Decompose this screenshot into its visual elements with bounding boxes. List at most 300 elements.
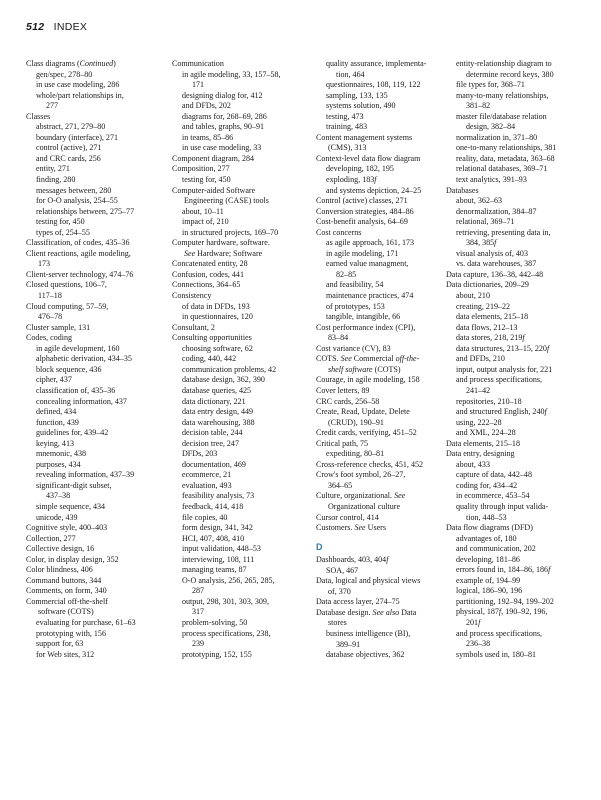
- entry-line: input validation, 448–53: [182, 544, 261, 554]
- entry-line: database design, 362, 390: [182, 375, 265, 385]
- entry-line: Data, logical and physical views: [316, 576, 421, 586]
- entry-line: Customers. See Users: [316, 523, 386, 533]
- index-subentry: [316, 175, 454, 186]
- index-subentry: [26, 481, 166, 502]
- entry-line: Data access layer, 274–75: [316, 597, 400, 607]
- index-subentry: [172, 449, 312, 460]
- entry-line: about, 210: [456, 291, 490, 301]
- entry-line: Cost performance index (CPI),: [316, 322, 416, 332]
- index-entry: [446, 449, 586, 460]
- header-title: INDEX: [53, 21, 88, 33]
- entry-line: Database design. See also Data: [316, 607, 417, 617]
- entry-line: Computer-aided Software: [172, 185, 256, 195]
- entry-line: and process specifications,: [456, 375, 543, 385]
- index-subentry: [172, 502, 312, 513]
- entry-line: data structures, 213–15, 220f: [456, 343, 550, 353]
- entry-line: as agile approach, 161, 173: [326, 238, 415, 248]
- index-subentry: [172, 143, 312, 154]
- index-subentry: [172, 439, 312, 450]
- entry-line: Courage, in agile modeling, 158: [316, 375, 420, 385]
- index-subentry: [446, 502, 586, 523]
- entry-line: and communication, 202: [456, 544, 536, 554]
- entry-line: Client reactions, agile modeling,: [26, 248, 131, 258]
- entry-line: entity-relationship diagram to: [456, 59, 552, 68]
- entry-line: 239: [192, 639, 205, 649]
- index-entry: [26, 249, 166, 270]
- entry-line: Cursor control, 414: [316, 512, 379, 522]
- index-subentry: [172, 428, 312, 439]
- index-subentry: [26, 449, 166, 460]
- entry-line: Confusion, codes, 441: [172, 269, 244, 279]
- entry-line: maintenance practices, 474: [326, 291, 414, 301]
- entry-line: data warehousing, 388: [182, 417, 255, 427]
- index-subentry: [446, 133, 586, 144]
- entry-line: tion, 464: [336, 69, 365, 79]
- entry-line: 82–85: [336, 269, 357, 279]
- index-subentry: [172, 470, 312, 481]
- index-subentry: [172, 365, 312, 376]
- entry-line: designing dialog for, 412: [182, 90, 263, 100]
- entry-line: gen/spec, 278–80: [36, 69, 93, 79]
- index-subentry: [172, 544, 312, 555]
- index-subentry: [446, 312, 586, 323]
- entry-line: physical, 187f, 190–92, 196,: [456, 607, 548, 617]
- entry-line: defined, 434: [36, 407, 77, 417]
- index-subentry: [446, 323, 586, 334]
- index-subentry: [172, 375, 312, 386]
- entry-line: shelf software (COTS): [328, 364, 401, 374]
- index-column-1: [26, 59, 166, 660]
- index-subentry: [316, 80, 454, 91]
- index-entry: [26, 565, 166, 576]
- index-subentry: [446, 555, 586, 566]
- index-entry: [316, 555, 454, 566]
- index-subentry: [172, 418, 312, 429]
- index-subentry: [446, 407, 586, 418]
- entry-line: relationships between, 275–77: [36, 206, 135, 216]
- index-subentry: [446, 481, 586, 492]
- entry-line: 236–38: [466, 639, 491, 649]
- index-subentry: [446, 175, 586, 186]
- index-subentry: [172, 175, 312, 186]
- entry-line: questionnaires, 108, 119, 122: [326, 80, 421, 90]
- index-entry: [26, 586, 166, 597]
- index-subentry: [316, 312, 454, 323]
- index-entry: [316, 386, 454, 397]
- index-subentry: [26, 407, 166, 418]
- entry-line: Data flow diagrams (DFD): [446, 523, 533, 533]
- index-subentry: [316, 101, 454, 112]
- index-subentry: [172, 597, 312, 618]
- index-subentry: [446, 333, 586, 344]
- entry-line: in agile modeling, 33, 157–58,: [182, 69, 281, 79]
- index-entry: [172, 59, 312, 70]
- entry-line: example of, 194–99: [456, 575, 521, 585]
- index-subentry: [446, 259, 586, 270]
- entry-line: in ecommerce, 453–54: [456, 491, 530, 501]
- index-subentry: [26, 629, 166, 640]
- entry-line: data flows, 212–13: [456, 322, 518, 332]
- index-subentry: [316, 249, 454, 260]
- entry-line: relational, 369–71: [456, 217, 515, 227]
- entry-line: and systems depiction, 24–25: [326, 185, 422, 195]
- index-entry: [26, 576, 166, 587]
- entry-line: about, 433: [456, 459, 490, 469]
- entry-line: ecommerce, 21: [182, 470, 232, 480]
- entry-line: in teams, 85–86: [182, 132, 234, 142]
- entry-line: Connections, 364–65: [172, 280, 241, 290]
- entry-line: of prototypes, 153: [326, 301, 385, 311]
- index-subentry: [446, 302, 586, 313]
- entry-line: support for, 63: [36, 639, 84, 649]
- entry-line: Color, in display design, 352: [26, 554, 119, 564]
- index-subentry: [316, 238, 454, 249]
- index-subentry: [172, 112, 312, 123]
- index-subentry: [172, 122, 312, 133]
- index-subentry: [26, 428, 166, 439]
- index-subentry: [172, 576, 312, 597]
- entry-line: evaluation, 493: [182, 480, 232, 490]
- entry-line: diagrams for, 268–69, 286: [182, 111, 267, 121]
- index-subentry: [172, 70, 312, 91]
- index-entry: [316, 597, 454, 608]
- entry-line: Class diagrams (Continued): [26, 59, 116, 68]
- entry-line: Cloud computing, 57–59,: [26, 301, 109, 311]
- entry-line: 83–84: [328, 333, 349, 343]
- index-entry: [446, 280, 586, 291]
- index-subentry: [26, 375, 166, 386]
- index-subentry: [446, 544, 586, 555]
- index-subentry: [446, 418, 586, 429]
- entry-line: database objectives, 362: [326, 650, 405, 660]
- index-subentry: [26, 650, 166, 661]
- entry-line: form design, 341, 342: [182, 523, 253, 533]
- entry-line: Consistency: [172, 291, 212, 301]
- index-entry: [172, 333, 312, 344]
- index-subentry: [316, 302, 454, 313]
- index-subentry: [316, 164, 454, 175]
- entry-line: and feasibility, 54: [326, 280, 384, 290]
- entry-line: creating, 219–22: [456, 301, 511, 311]
- entry-line: Context-level data flow diagram: [316, 153, 421, 163]
- index-subentry: [316, 449, 454, 460]
- index-subentry: [172, 629, 312, 650]
- index-subentry: [446, 607, 586, 628]
- index-subentry: [172, 217, 312, 228]
- entry-line: decision tree, 247: [182, 438, 239, 448]
- index-subentry: [446, 576, 586, 587]
- entry-line: significant-digit subset,: [36, 480, 112, 490]
- entry-line: using, 222–28: [456, 417, 502, 427]
- index-subentry: [26, 154, 166, 165]
- entry-line: 117–18: [38, 291, 62, 301]
- entry-line: prototyping with, 156: [36, 628, 106, 638]
- index-subentry: [26, 143, 166, 154]
- index-entry: [316, 523, 454, 534]
- entry-line: developing, 181–86: [456, 554, 520, 564]
- entry-line: in agile development, 160: [36, 343, 120, 353]
- index-subentry: [316, 280, 454, 291]
- entry-line: Organizational culture: [328, 501, 401, 511]
- entry-line: feedback, 414, 418: [182, 501, 244, 511]
- entry-line: coding, 440, 442: [182, 354, 237, 364]
- index-subentry: [172, 101, 312, 112]
- index-subentry: [172, 302, 312, 313]
- entry-line: testing for, 450: [182, 175, 231, 185]
- index-subentry: [26, 470, 166, 481]
- entry-line: about, 362–63: [456, 196, 503, 206]
- entry-line: keying, 413: [36, 438, 74, 448]
- index-subentry: [446, 59, 586, 80]
- index-entry: [316, 428, 454, 439]
- index-subentry: [26, 460, 166, 471]
- entry-line: Component diagram, 284: [172, 153, 255, 163]
- entry-line: 381–82: [466, 101, 491, 111]
- index-subentry: [172, 523, 312, 534]
- index-subentry: [446, 228, 586, 249]
- entry-line: 201f: [466, 617, 481, 627]
- entry-line: reality, data, metadata, 363–68: [456, 153, 555, 163]
- index-subentry: [446, 344, 586, 355]
- entry-line: 437–38: [46, 491, 71, 501]
- index-entry: [172, 323, 312, 334]
- entry-line: choosing software, 62: [182, 343, 253, 353]
- index-entry: [172, 164, 312, 175]
- entry-line: 389–91: [336, 639, 361, 649]
- index-entry: [26, 544, 166, 555]
- entry-line: 277: [46, 101, 59, 111]
- index-entry: [316, 207, 454, 218]
- index-subentry: [26, 228, 166, 239]
- index-subentry: [446, 470, 586, 481]
- index-subentry: [446, 375, 586, 396]
- index-subentry: [26, 207, 166, 218]
- entry-line: for O-O analysis, 254–55: [36, 196, 118, 206]
- index-subentry: [316, 91, 454, 102]
- entry-line: Collective design, 16: [26, 544, 95, 554]
- entry-line: Commercial off-the-shelf: [26, 596, 108, 606]
- entry-line: types of, 254–55: [36, 227, 90, 237]
- entry-line: errors found in, 184–86, 186f: [456, 565, 551, 575]
- entry-line: 171: [192, 80, 205, 90]
- entry-line: purposes, 434: [36, 459, 81, 469]
- index-column-4: [446, 59, 586, 660]
- entry-line: 241–42: [466, 385, 491, 395]
- index-entry: [172, 259, 312, 270]
- entry-line: systems solution, 490: [326, 101, 396, 111]
- entry-line: Consultant, 2: [172, 322, 215, 332]
- entry-line: developing, 182, 195: [326, 164, 394, 174]
- index-subentry: [26, 217, 166, 228]
- index-subentry: [446, 207, 586, 218]
- entry-line: Cover letters, 89: [316, 385, 370, 395]
- entry-line: one-to-many relationships, 381: [456, 143, 557, 153]
- entry-line: many-to-many relationships,: [456, 90, 549, 100]
- entry-line: HCI, 407, 408, 410: [182, 533, 245, 543]
- index-subentry: [26, 164, 166, 175]
- entry-line: data stores, 218, 219f: [456, 333, 525, 343]
- entry-line: exploding, 183f: [326, 175, 377, 185]
- index-subentry: [446, 586, 586, 597]
- entry-line: decision table, 244: [182, 428, 243, 438]
- index-subentry: [172, 491, 312, 502]
- entry-line: in structured projects, 169–70: [182, 227, 279, 237]
- index-entry: [172, 280, 312, 291]
- entry-line: data elements, 215–18: [456, 312, 529, 322]
- entry-line: file types for, 368–71: [456, 80, 525, 90]
- entry-line: input, output analysis for, 221: [456, 364, 553, 374]
- index-entry: [26, 555, 166, 566]
- entry-line: DFDs, 203: [182, 449, 218, 459]
- index-subentry: [26, 418, 166, 429]
- index-entry: [172, 154, 312, 165]
- entry-line: cipher, 437: [36, 375, 72, 385]
- index-entry: [316, 217, 454, 228]
- entry-line: abstract, 271, 279–80: [36, 122, 106, 132]
- entry-line: in questionnaires, 120: [182, 312, 253, 322]
- entry-line: 476–78: [38, 312, 63, 322]
- entry-line: of data in DFDs, 193: [182, 301, 250, 311]
- entry-line: function, 439: [36, 417, 79, 427]
- entry-line: training, 483: [326, 122, 368, 132]
- index-entry: [316, 576, 454, 597]
- index-column-2: [172, 59, 312, 660]
- index-subentry: [172, 618, 312, 629]
- index-subentry: [446, 354, 586, 365]
- entry-line: and CRC cards, 256: [36, 153, 101, 163]
- entry-line: (CMS), 313: [328, 143, 367, 153]
- index-entry: [172, 291, 312, 302]
- entry-line: Comments, on form, 340: [26, 586, 107, 596]
- entry-line: impact of, 210: [182, 217, 229, 227]
- index-subentry: [172, 650, 312, 661]
- entry-line: capture of data, 442–48: [456, 470, 532, 480]
- entry-line: and structured English, 240f: [456, 407, 547, 417]
- index-subentry: [26, 354, 166, 365]
- entry-line: file copies, 40: [182, 512, 228, 522]
- entry-line: Data capture, 136–38, 442–48: [446, 269, 544, 279]
- entry-line: feasibility analysis, 73: [182, 491, 255, 501]
- entry-line: messages between, 280: [36, 185, 112, 195]
- entry-line: (CRUD), 190–91: [328, 417, 384, 427]
- entry-line: and process specifications,: [456, 628, 543, 638]
- entry-line: classification of, 435–36: [36, 385, 116, 395]
- entry-line: simple sequence, 434: [36, 501, 106, 511]
- entry-line: and DFDs, 210: [456, 354, 505, 364]
- entry-line: CRC cards, 256–58: [316, 396, 380, 406]
- index-subentry: [172, 565, 312, 576]
- entry-line: Cost variance (CV), 83: [316, 343, 391, 353]
- index-entry: [316, 513, 454, 524]
- index-subentry: [446, 112, 586, 133]
- index-subentry: [26, 639, 166, 650]
- entry-line: 364–65: [328, 480, 353, 490]
- index-subentry: [316, 291, 454, 302]
- entry-line: Color blindness, 406: [26, 565, 93, 575]
- index-entry: [26, 238, 166, 249]
- entry-line: Create, Read, Update, Delete: [316, 407, 410, 417]
- entry-line: evaluating for purchase, 61–63: [36, 617, 136, 627]
- index-subentry: [172, 513, 312, 524]
- entry-line: stores: [328, 618, 347, 628]
- entry-line: Cognitive style, 400–403: [26, 523, 108, 533]
- index-entry: [26, 280, 166, 301]
- index-entry: [316, 407, 454, 428]
- index-subentry: [172, 407, 312, 418]
- index-subentry: [172, 386, 312, 397]
- entry-line: prototyping, 152, 155: [182, 649, 252, 659]
- index-entry: [316, 133, 454, 154]
- index-subentry: [172, 312, 312, 323]
- entry-line: in use case modeling, 33: [182, 143, 262, 153]
- index-entry: [316, 397, 454, 408]
- entry-line: and DFDs, 202: [182, 101, 231, 111]
- entry-line: expediting, 80–81: [326, 449, 385, 459]
- entry-line: Classification, of codes, 435–36: [26, 238, 130, 248]
- entry-line: Data entry, designing: [446, 449, 515, 459]
- entry-line: sampling, 133, 135: [326, 90, 388, 100]
- index-subentry: [446, 534, 586, 545]
- entry-line: interviewing, 108, 111: [182, 554, 255, 564]
- entry-line: quality assurance, implementa-: [326, 59, 427, 68]
- index-entry: [316, 323, 454, 344]
- index-entry: [172, 186, 312, 207]
- entry-line: Credit cards, verifying, 451–52: [316, 428, 417, 438]
- entry-line: normalization in, 371–80: [456, 132, 538, 142]
- index-subentry: [446, 154, 586, 165]
- index-subentry: [26, 397, 166, 408]
- entry-line: coding for, 434–42: [456, 480, 518, 490]
- entry-line: 173: [38, 259, 51, 269]
- index-subentry: [446, 365, 586, 376]
- index-subentry: [446, 291, 586, 302]
- index-subentry: [446, 196, 586, 207]
- index-entry: [172, 238, 312, 259]
- index-entry: [26, 523, 166, 534]
- entry-line: Data elements, 215–18: [446, 438, 520, 448]
- index-subentry: [26, 80, 166, 91]
- entry-line: Data dictionaries, 209–29: [446, 280, 529, 290]
- entry-line: problem-solving, 50: [182, 617, 248, 627]
- index-subentry: [446, 217, 586, 228]
- entry-line: whole/part relationships in,: [36, 90, 124, 100]
- entry-line: SOA, 467: [326, 565, 359, 575]
- section-letter: D: [316, 541, 323, 552]
- index-subentry: [26, 344, 166, 355]
- entry-line: database queries, 425: [182, 385, 252, 395]
- entry-line: managing teams, 87: [182, 565, 247, 575]
- entry-line: business intelligence (BI),: [326, 628, 411, 638]
- index-entry: [316, 491, 454, 512]
- entry-line: tangible, intangible, 66: [326, 312, 401, 322]
- index-subentry: [446, 80, 586, 91]
- entry-line: and tables, graphs, 90–91: [182, 122, 265, 132]
- entry-line: testing, 473: [326, 111, 364, 121]
- entry-line: guidelines for, 439–42: [36, 428, 109, 438]
- entry-line: block sequence, 436: [36, 364, 102, 374]
- entry-line: unicode, 439: [36, 512, 78, 522]
- index-subentry: [172, 207, 312, 218]
- entry-line: symbols used in, 180–81: [456, 649, 537, 659]
- entry-line: of, 370: [328, 586, 351, 596]
- entry-line: Command buttons, 344: [26, 575, 102, 585]
- entry-line: relational databases, 369–71: [456, 164, 548, 174]
- index-subentry: [26, 175, 166, 186]
- index-entry: [316, 196, 454, 207]
- index-subentry: [316, 259, 454, 280]
- entry-line: repositories, 210–18: [456, 396, 522, 406]
- entry-line: partitioning, 192–94, 199–202: [456, 596, 554, 606]
